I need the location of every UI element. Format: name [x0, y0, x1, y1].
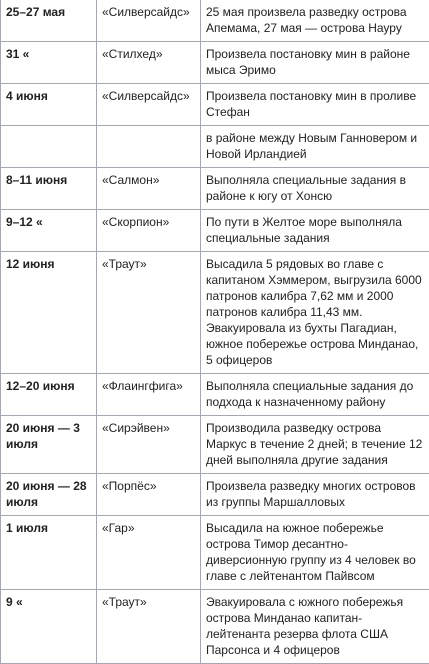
description-cell: Высадила на южное побережье острова Тимор десантно-диверсионную группу из 4 человек во главе с лейтенантом Пайвсом	[201, 516, 429, 590]
ship-cell: «Силверсайдс»	[97, 0, 201, 42]
ship-cell	[97, 126, 201, 168]
description-cell: в районе между Новым Ганновером и Новой Ирландией	[201, 126, 429, 168]
ship-cell: «Флаингфига»	[97, 374, 201, 416]
date-cell	[1, 126, 97, 168]
date-cell: 1 июля	[1, 516, 97, 590]
description-cell: Произвела постановку мин в проливе Стефан	[201, 84, 429, 126]
date-cell: 20 июня — 28 июля	[1, 474, 97, 516]
date-cell: 8–11 июня	[1, 168, 97, 210]
ship-cell: «Траут»	[97, 252, 201, 374]
description-cell: 25 мая произвела разведку острова Апемама, 27 мая — острова Науру	[201, 0, 429, 42]
date-cell: 31 «	[1, 42, 97, 84]
description-cell: Выполняла специальные задания в районе к югу от Хонсю	[201, 168, 429, 210]
description-cell: Выполняла специальные задания до подхода к назначенному району	[201, 374, 429, 416]
table-row	[1, 590, 429, 664]
operations-table-body	[1, 0, 429, 664]
table-row	[1, 252, 429, 374]
ship-cell: «Салмон»	[97, 168, 201, 210]
description-cell: Производила разведку острова Маркус в течение 2 дней; в течение 12 дней выполняла другие задания	[201, 416, 429, 474]
table-row	[1, 84, 429, 126]
description-cell: Эвакуировала с южного побережья острова Минданао капитан-лейтенанта резерва флота США Парсонса и 4 офицеров	[201, 590, 429, 664]
ship-cell: «Скорпион»	[97, 210, 201, 252]
ship-cell: «Порпёс»	[97, 474, 201, 516]
table-row	[1, 474, 429, 516]
date-cell: 9 «	[1, 590, 97, 664]
date-cell: 9–12 «	[1, 210, 97, 252]
table-row	[1, 210, 429, 252]
table-row	[1, 416, 429, 474]
description-cell: Произвела разведку многих островов из группы Маршалловых	[201, 474, 429, 516]
date-cell: 12–20 июня	[1, 374, 97, 416]
table-row	[1, 168, 429, 210]
table-row	[1, 42, 429, 84]
ship-cell: «Гар»	[97, 516, 201, 590]
ship-cell: «Сирэйвен»	[97, 416, 201, 474]
table-row	[1, 516, 429, 590]
ship-cell: «Силверсайдс»	[97, 84, 201, 126]
date-cell: 20 июня — 3 июля	[1, 416, 97, 474]
date-cell: 12 июня	[1, 252, 97, 374]
description-cell: Произвела постановку мин в районе мыса Эримо	[201, 42, 429, 84]
table-row	[1, 0, 429, 42]
description-cell: Высадила 5 рядовых во главе с капитаном Хэммером, выгрузила 6000 патронов калибра 7,62 мм и 2000 патронов калибра 11,43 мм. Эвакуировала из бухты Пагадиан, южное побережье острова Минданао, 5 офицеров	[201, 252, 429, 374]
date-cell: 25–27 мая	[1, 0, 97, 42]
date-cell: 4 июня	[1, 84, 97, 126]
ship-cell: «Траут»	[97, 590, 201, 664]
description-cell: По пути в Желтое море выполняла специальные задания	[201, 210, 429, 252]
table-row	[1, 126, 429, 168]
table-row	[1, 374, 429, 416]
ship-cell: «Стилхед»	[97, 42, 201, 84]
